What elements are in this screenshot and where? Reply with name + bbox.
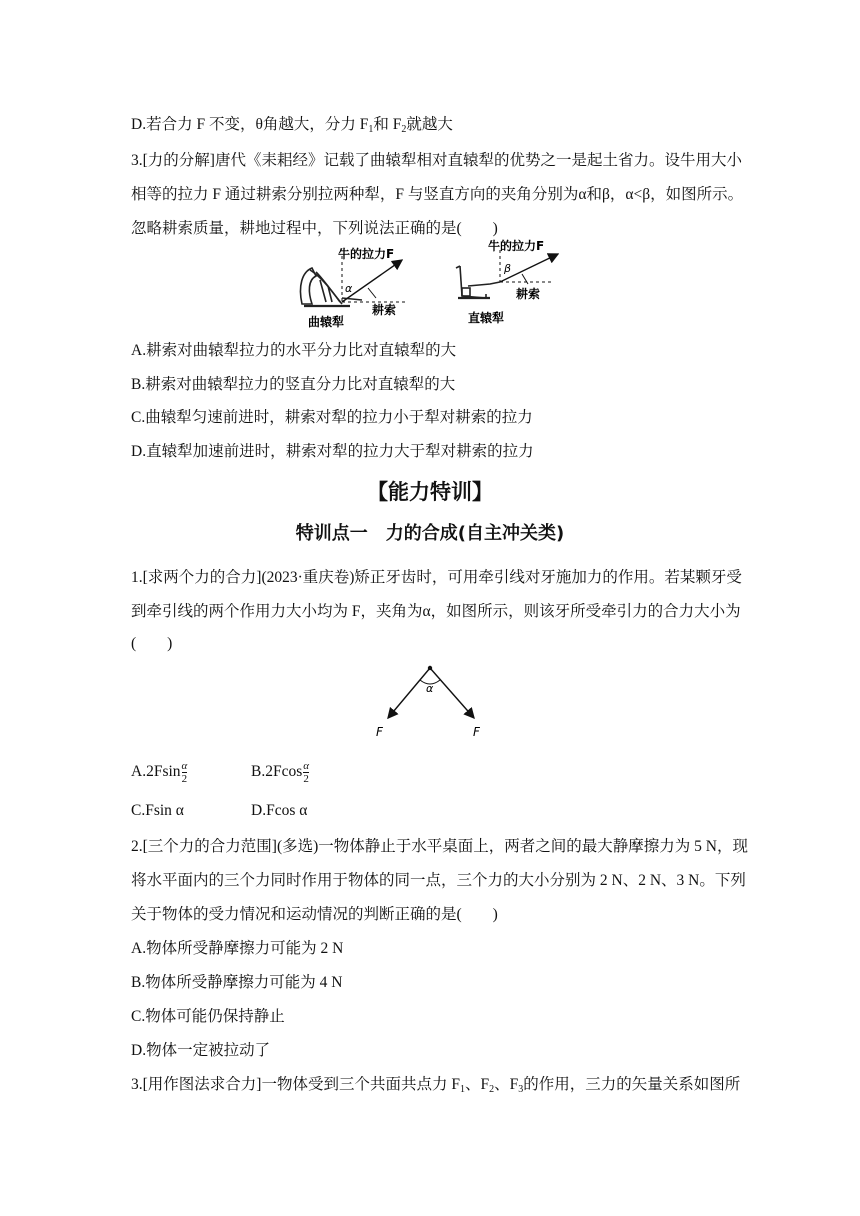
- practice-1-line-1: 1.[求两个力的合力](2023·重庆卷)矫正牙齿时，可用牵引线对牙施加力的作用。若某颗牙受: [131, 569, 742, 586]
- question-3-option-d: D.直辕犁加速前进时，耕索对犁的拉力大于犁对耕索的拉力: [131, 443, 534, 460]
- practice-2-option-d: D.物体一定被拉动了: [131, 1042, 271, 1059]
- question-3-line-1: 3.[力的分解]唐代《耒耜经》记载了曲辕犁相对直辕犁的优势之一是起土省力。设牛用大小: [131, 152, 742, 169]
- question-3-option-a: A.耕索对曲辕犁拉力的水平分力比对直辕犁的大: [131, 342, 457, 359]
- left-rope-label: 耕索: [372, 303, 397, 317]
- straight-plow-label: 直辕犁: [468, 311, 505, 325]
- straight-plow-diagram: [456, 266, 500, 298]
- practice-2-line-2: 将水平面内的三个力同时作用于物体的同一点，三个力的大小分别为 2 N、2 N、3 N。下列: [131, 872, 746, 889]
- plow-figure: [290, 236, 580, 330]
- question-3-line-2: 相等的拉力 F 通过耕索分别拉两种犁，F 与竖直方向的夹角分别为α和β，α<β，如图所示。: [131, 186, 744, 203]
- practice-1-option-c: C.Fsin α: [131, 802, 184, 819]
- question-3-option-c: C.曲辕犁匀速前进时，耕索对犁的拉力小于犁对耕索的拉力: [131, 409, 533, 426]
- practice-1-option-b: B.2Fcos $\frac{\alpha}{2}$: [251, 760, 310, 785]
- subsection-title: 特训点一 力的合成(自主冲关类): [295, 523, 565, 544]
- practice-2-option-a: A.物体所受静摩擦力可能为 2 N: [131, 940, 344, 957]
- practice-1-option-d: D.Fcos α: [251, 802, 308, 819]
- right-rope-label: 耕索: [516, 287, 541, 301]
- practice-1-line-2: 到牵引线的两个作用力大小均为 F，夹角为α，如图所示，则该牙所受牵引力的合力大小为: [131, 603, 741, 620]
- practice-2-line-3: 关于物体的受力情况和运动情况的判断正确的是( ): [131, 906, 498, 923]
- tooth-force-figure: [368, 660, 498, 740]
- question-3-line-3: 忽略耕索质量，耕地过程中，下列说法正确的是( ): [131, 220, 498, 237]
- left-force-f-label: F: [376, 725, 383, 739]
- practice-3-line-1: 3.[用作图法求合力]一物体受到三个共面共点力 $F_1$、$F_2$、$F_3$的作用，三力的矢量关系如图所: [131, 1076, 741, 1095]
- alpha-angle-label: α: [345, 282, 353, 295]
- practice-2-option-b: B.物体所受静摩擦力可能为 4 N: [131, 974, 343, 991]
- right-force-f-label: F: [473, 725, 480, 739]
- question-3-option-b: B.耕索对曲辕犁拉力的竖直分力比对直辕犁的大: [131, 376, 456, 393]
- practice-1-line-3: ( ): [131, 635, 173, 652]
- beta-angle-label: β: [504, 262, 512, 275]
- right-force-label: 牛的拉力F: [488, 239, 545, 253]
- left-force-label: 牛的拉力F: [338, 247, 395, 261]
- practice-2-option-c: C.物体可能仍保持静止: [131, 1008, 285, 1025]
- practice-2-line-1: 2.[三个力的合力范围](多选)一物体静止于水平桌面上，两者之间的最大静摩擦力为 5 N，现: [131, 838, 748, 855]
- question-option-d: D.若合力 F 不变，θ角越大，分力 $F_1$和 $F_2$就越大: [131, 116, 453, 135]
- practice-1-option-a: A.2Fsin $\frac{\alpha}{2}$: [131, 760, 188, 785]
- curved-plow-diagram: [300, 268, 362, 306]
- tooth-angle-label: α: [426, 682, 434, 695]
- section-title: 【能力特训】: [367, 480, 493, 504]
- curved-plow-label: 曲辕犁: [308, 315, 345, 329]
